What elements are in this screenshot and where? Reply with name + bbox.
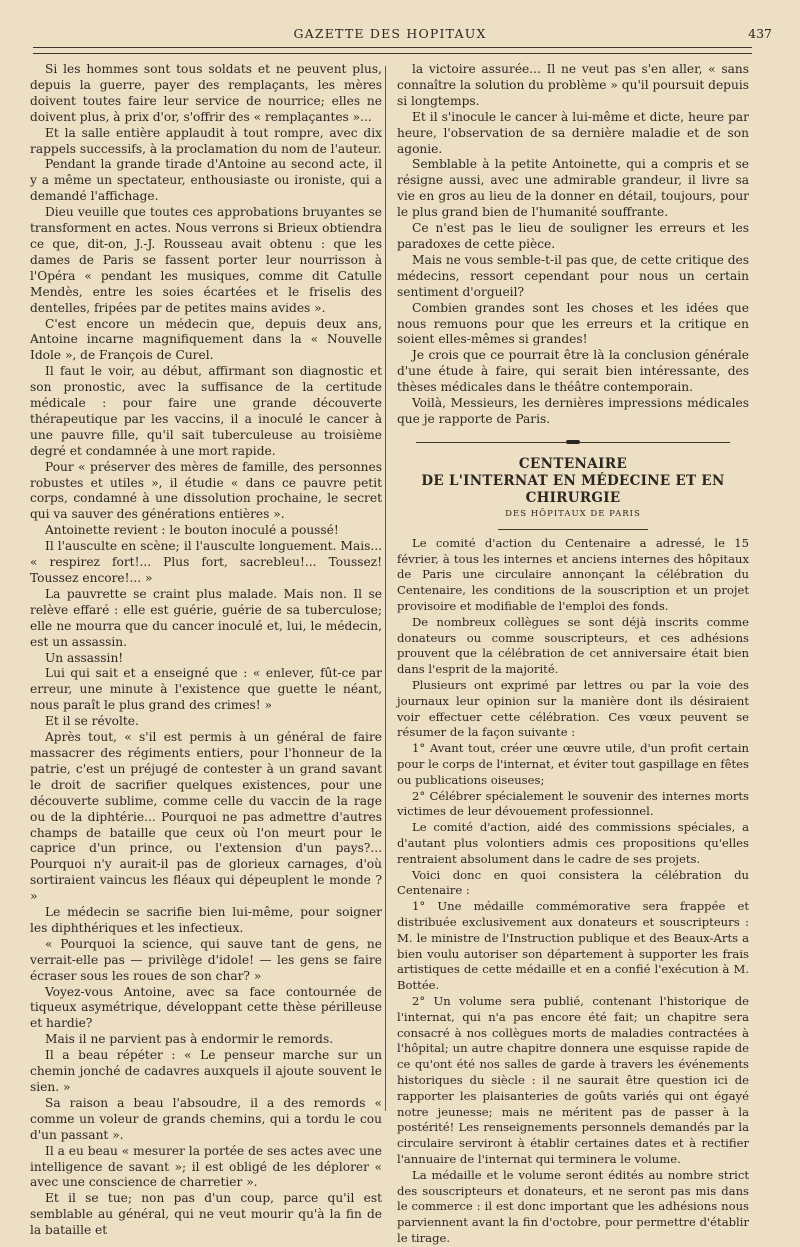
paragraph: La pauvrette se craint plus malade. Mais non. Il se relève effaré : elle est guérie, guérie de sa tuberculose; elle ne mourra que du cancer inoculé et, lui, le médecin, est un assassin. xyxy=(30,586,382,649)
paragraph: De nombreux collègues se sont déjà inscrits comme donateurs ou comme souscripteurs, et ces adhésions prouvent que la célébration de cet anniversaire était bien dans l'esprit de la majorité. xyxy=(397,614,749,677)
paragraph: Il a beau répéter : « Le penseur marche sur un chemin jonché de cadavres auxquels il ajoute souvent le sien. » xyxy=(30,1048,382,1094)
header-rule-thin xyxy=(33,53,752,54)
section-separator xyxy=(397,439,749,447)
paragraph: Voici donc en quoi consistera la célébration du Centenaire : xyxy=(397,867,749,898)
article-subtitle: DES HÔPITAUX DE PARIS xyxy=(505,508,641,519)
paragraph: Pendant la grande tirade d'Antoine au second acte, il y a même un spectateur, enthousiaste ou ironiste, qui a demandé l'affichage. xyxy=(30,157,382,204)
paragraph: Dieu veuille que toutes ces approbations bruyantes se transforment en actes. Nous verrons si Brieux obtiendra ce que, dit-on, J.-J. Rousseau avait obtenu : que les dames de Paris se fassent porter leur nourrisson à l'Opéra « pendant les musiques, comme dit Catulle Mendès, entre les soies écartées et le friselis des dentelles, fripées par de petites mains avides ». xyxy=(30,205,382,315)
page-number: 437 xyxy=(748,26,772,41)
paragraph: la victoire assurée... Il ne veut pas s'en aller, « sans connaître la solution du problème » qu'il poursuit depuis si longtemps. xyxy=(397,62,749,108)
journal-title: GAZETTE DES HOPITAUX xyxy=(293,26,487,41)
paragraph: Voyez-vous Antoine, avec sa face contournée de tiqueux asymétrique, développant cette thèse périlleuse et hardie? xyxy=(30,984,382,1031)
article-title: CENTENAIRE xyxy=(518,455,628,472)
paragraph: La médaille et le volume seront édités au nombre strict des souscripteurs et donateurs, et ne seront pas mis dans le commerce : il est donc important que les adhésions nous parviennent avant la fin d'octobre, pour permettre d'établir le tirage. xyxy=(397,1167,749,1245)
paragraph: Mais ne vous semble-t-il pas que, de cette critique des médecins, ressort cependant pour nous un certain sentiment d'orgueil? xyxy=(397,252,749,299)
article-body xyxy=(397,536,749,1247)
paragraph: Combien grandes sont les choses et les idées que nous remuons pour que les erreurs et la critique en soient elles-mêmes si grandes! xyxy=(397,300,749,347)
paragraph: Après tout, « s'il est permis à un général de faire massacrer des régiments entiers, pour l'honneur de la patrie, c'est un préjugé de contester à un grand savant le droit de sacrifier quelques existences, pour une découverte sublime, comme celle du vaccin de la rage ou de la diphtérie... Pourquoi ne pas admettre d'autres champs de bataille que ceux où l'on meurt pour le caprice d'un prince, ou l'extension d'un pays?... Pourquoi n'y aurait-il pas de glorieux carnages, d'où sortiraient vaincus les fléaux qui dépeuplent le monde ? » xyxy=(30,730,382,904)
paragraph: Si les hommes sont tous soldats et ne peuvent plus, depuis la guerre, payer des remplaçants, les mères doivent toutes faire leur service de nourrice; elles ne doivent plus, à prix d'or, s'offrir des « remplaçantes »... xyxy=(30,62,382,124)
right-column xyxy=(397,62,749,1247)
paragraph: Et la salle entière applaudit à tout rompre, avec dix rappels successifs, à la proclamation du nom de l'auteur. xyxy=(30,125,382,156)
column-divider xyxy=(385,66,386,1111)
paragraph: Antoinette revient : le bouton inoculé a poussé! xyxy=(45,523,339,538)
separator-ornament xyxy=(566,440,580,444)
paragraph: Pour « préserver des mères de famille, des personnes robustes et utiles », il étudie « dans ce pauvre petit corps, condamné à une dissolution prochaine, le secret qui va sauver des générations entières ». xyxy=(30,459,382,522)
paragraph: Semblable à la petite Antoinette, qui a compris et se résigne aussi, avec une admirable grandeur, il livre sa vie en gros au lieu de la donner en détail, toujours, pour le plus grand bien de l'humanité souffrante. xyxy=(397,157,749,220)
paragraph: 1° Avant tout, créer une œuvre utile, d'un profit certain pour le corps de l'internat, et éviter tout gaspillage en fêtes ou publications oiseuses; xyxy=(397,741,749,787)
paragraph: Plusieurs ont exprimé par lettres ou par la voie des journaux leur opinion sur la manière dont ils désiraient voir effectuer cette célébration. Ces vœux peuvent se résumer de la façon suivante : xyxy=(397,678,749,740)
paragraph: Le comité d'action, aidé des commissions spéciales, a d'autant plus volontiers admis ces propositions qu'elles rentraient absolument dans le cadre de ses projets. xyxy=(397,820,749,866)
title-rule xyxy=(498,529,648,530)
paragraph: Et il s'inocule le cancer à lui-même et dicte, heure par heure, l'observation de sa dernière maladie et de son agonie. xyxy=(397,109,749,156)
paragraph: Voilà, Messieurs, les dernières impressions médicales que je rapporte de Paris. xyxy=(397,396,749,426)
paragraph: Le médecin se sacrifie bien lui-même, pour soigner les diphthériques et les infectieux. xyxy=(30,905,382,935)
paragraph: Mais il ne parvient pas à endormir le remords. xyxy=(45,1032,334,1047)
page-header xyxy=(30,26,772,44)
paragraph: « Pourquoi la science, qui sauve tant de gens, ne verrait-elle pas — privilège d'idole! — les gens se faire écraser sous les roues de son char? » xyxy=(30,936,382,983)
paragraph: 2° Un volume sera publié, contenant l'historique de l'internat, qui n'a pas encore été fait; un chapitre sera consacré à nos collègues morts de maladies contractées à l'hôpital; un autre chapitre donnera une esquisse rapide de ce qu'ont été nos salles de garde à travers les événements historiques du siècle : il ne saurait être question ici de rapporter les plaisanteries de goûts variés qui ont égayé notre jeunesse; mais ne méritent pas de passer à la postérité! Les renseignements personnels demandés par la circulaire serviront à établir certaines dates et à rectifier l'annuaire de l'internat qui terminera le volume. xyxy=(397,993,749,1166)
article-title-line2: DE L'INTERNAT EN MÉDECINE ET EN CHIRURGIE xyxy=(421,472,725,506)
paragraph: Il faut le voir, au début, affirmant son diagnostic et son pronostic, avec la suffisance de la certitude médicale : pour faire une grande découverte thérapeutique par les vaccins, il a inoculé le cancer à une pauvre fille, qu'il sait tuberculeuse au troisième degré et condamnée à une mort rapide. xyxy=(30,364,382,458)
paragraph: C'est encore un médecin que, depuis deux ans, Antoine incarne magnifiquement dans la « Nouvelle Idole », de François de Curel. xyxy=(30,316,382,363)
paragraph: Il a eu beau « mesurer la portée de ses actes avec une intelligence de savant »; il est obligé de les déplorer « avec une conscience de charretier ». xyxy=(30,1143,382,1190)
paragraph: Et il se révolte. xyxy=(45,714,139,729)
separator-line xyxy=(416,442,566,443)
paragraph: Un assassin! xyxy=(45,650,124,665)
paragraph: Lui qui sait et a enseigné que : « enlever, fût-ce par erreur, une minute à l'existence que guette le néant, nous paraît le plus grand des crimes! » xyxy=(30,666,382,713)
paragraph: 2° Célébrer spécialement le souvenir des internes morts victimes de leur dévouement professionnel. xyxy=(397,788,749,819)
paragraph: Je crois que ce pourrait être là la conclusion générale d'une étude à faire, qui serait bien intéressante, des thèses médicales dans le théâtre contemporain. xyxy=(397,348,749,395)
paragraph: Et il se tue; non pas d'un coup, parce qu'il est semblable au général, qui ne veut mourir qu'à la fin de la bataille et xyxy=(30,1191,382,1238)
paragraph: Le comité d'action du Centenaire a adressé, le 15 février, à tous les internes et anciens internes des hôpitaux de Paris une circulaire annonçant la célébration du Centenaire, les conditions de la souscription et un projet provisoire et modifiable de l'emploi des fonds. xyxy=(397,535,749,614)
paragraph: Il l'ausculte en scène; il l'ausculte longuement. Mais... « respirez fort!... Plus fort, sacrebleu!... Toussez! Toussez encore!... » xyxy=(30,539,382,585)
header-rule-thick xyxy=(33,47,752,48)
paragraph: Ce n'est pas le lieu de souligner les erreurs et les paradoxes de cette pièce. xyxy=(397,221,749,251)
left-column xyxy=(30,62,382,1239)
paragraph: 1° Une médaille commémorative sera frappée et distribuée exclusivement aux donateurs et souscripteurs : M. le ministre de l'Instruction publique et des Beaux-Arts a bien voulu autoriser son département à supporter les frais artistiques de cette médaille et en a confié l'exécution à M. Bottée. xyxy=(397,899,749,993)
paragraph: Sa raison a beau l'absoudre, il a des remords « comme un voleur de grands chemins, qui a tordu le cou d'un passant ». xyxy=(30,1095,382,1142)
separator-line xyxy=(580,442,730,443)
